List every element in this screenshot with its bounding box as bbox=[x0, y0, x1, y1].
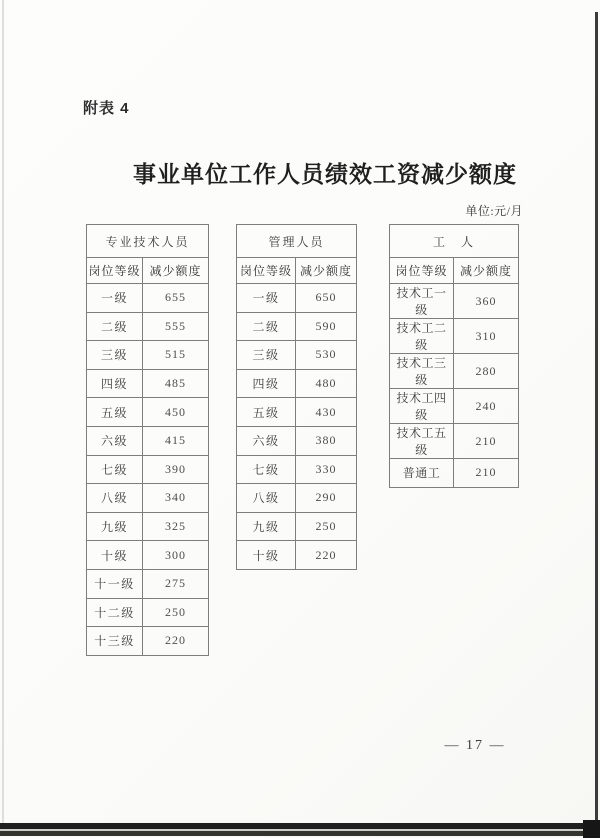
table-row bbox=[390, 284, 519, 319]
amount-cell: 220 bbox=[296, 541, 357, 570]
amount-cell: 250 bbox=[296, 512, 357, 541]
grade-cell: 普通工 bbox=[390, 459, 454, 488]
management-staff-table bbox=[236, 224, 357, 570]
table-row bbox=[87, 512, 209, 541]
table-row bbox=[87, 284, 209, 313]
grade-cell: 四级 bbox=[237, 369, 296, 398]
table-row bbox=[237, 426, 357, 455]
column-header-grade: 岗位等级 bbox=[87, 258, 143, 284]
table-title-row bbox=[87, 225, 209, 258]
grade-cell: 十一级 bbox=[87, 569, 143, 598]
amount-cell: 480 bbox=[296, 369, 357, 398]
amount-cell: 240 bbox=[454, 389, 519, 424]
amount-cell: 280 bbox=[454, 354, 519, 389]
amount-cell: 415 bbox=[143, 426, 209, 455]
amount-cell: 650 bbox=[296, 284, 357, 313]
amount-cell: 310 bbox=[454, 319, 519, 354]
page-title: 事业单位工作人员绩效工资减少额度 bbox=[133, 161, 517, 187]
table-row bbox=[237, 398, 357, 427]
grade-cell: 五级 bbox=[237, 398, 296, 427]
table-row bbox=[87, 312, 209, 341]
scan-corner-blot bbox=[583, 820, 600, 838]
table-row bbox=[87, 598, 209, 627]
amount-cell: 220 bbox=[143, 627, 209, 656]
table-row bbox=[390, 354, 519, 389]
amount-cell: 250 bbox=[143, 598, 209, 627]
unit-note: 单位:元/月 bbox=[465, 204, 523, 218]
column-header-row bbox=[87, 258, 209, 284]
professional-staff-table bbox=[86, 224, 209, 656]
table-row bbox=[390, 459, 519, 488]
table-row bbox=[87, 484, 209, 513]
column-header-amount: 减少额度 bbox=[143, 258, 209, 284]
amount-cell: 655 bbox=[143, 284, 209, 313]
table-row bbox=[237, 341, 357, 370]
grade-cell: 二级 bbox=[87, 312, 143, 341]
grade-cell: 八级 bbox=[237, 484, 296, 513]
scan-bottom-edge-2 bbox=[0, 831, 600, 836]
table-row bbox=[237, 312, 357, 341]
table-title: 管理人员 bbox=[237, 225, 357, 258]
table-title-row bbox=[390, 225, 519, 258]
amount-cell: 210 bbox=[454, 424, 519, 459]
table-row bbox=[87, 369, 209, 398]
amount-cell: 275 bbox=[143, 569, 209, 598]
grade-cell: 十级 bbox=[237, 541, 296, 570]
grade-cell: 十二级 bbox=[87, 598, 143, 627]
grade-cell: 三级 bbox=[237, 341, 296, 370]
table-row bbox=[87, 426, 209, 455]
table-row bbox=[87, 398, 209, 427]
amount-cell: 590 bbox=[296, 312, 357, 341]
table-row bbox=[237, 369, 357, 398]
grade-cell: 八级 bbox=[87, 484, 143, 513]
table-row bbox=[237, 484, 357, 513]
grade-cell: 二级 bbox=[237, 312, 296, 341]
amount-cell: 210 bbox=[454, 459, 519, 488]
table-row bbox=[390, 389, 519, 424]
column-header-grade: 岗位等级 bbox=[390, 258, 454, 284]
grade-cell: 技术工三级 bbox=[390, 354, 454, 389]
amount-cell: 515 bbox=[143, 341, 209, 370]
scan-left-edge bbox=[2, 0, 4, 828]
grade-cell: 三级 bbox=[87, 341, 143, 370]
amount-cell: 430 bbox=[296, 398, 357, 427]
table-row bbox=[87, 455, 209, 484]
grade-cell: 一级 bbox=[237, 284, 296, 313]
amount-cell: 390 bbox=[143, 455, 209, 484]
table-row bbox=[390, 319, 519, 354]
attachment-label: 附表 4 bbox=[83, 100, 130, 117]
table-row bbox=[87, 627, 209, 656]
amount-cell: 380 bbox=[296, 426, 357, 455]
table-row bbox=[87, 541, 209, 570]
column-header-grade: 岗位等级 bbox=[237, 258, 296, 284]
column-header-row bbox=[390, 258, 519, 284]
table-row bbox=[390, 424, 519, 459]
table-row bbox=[237, 512, 357, 541]
amount-cell: 530 bbox=[296, 341, 357, 370]
grade-cell: 四级 bbox=[87, 369, 143, 398]
grade-cell: 六级 bbox=[237, 426, 296, 455]
grade-cell: 九级 bbox=[237, 512, 296, 541]
amount-cell: 340 bbox=[143, 484, 209, 513]
amount-cell: 555 bbox=[143, 312, 209, 341]
table-title: 专业技术人员 bbox=[87, 225, 209, 258]
amount-cell: 300 bbox=[143, 541, 209, 570]
amount-cell: 485 bbox=[143, 369, 209, 398]
amount-cell: 360 bbox=[454, 284, 519, 319]
grade-cell: 十三级 bbox=[87, 627, 143, 656]
amount-cell: 450 bbox=[143, 398, 209, 427]
grade-cell: 一级 bbox=[87, 284, 143, 313]
grade-cell: 九级 bbox=[87, 512, 143, 541]
column-header-amount: 减少额度 bbox=[454, 258, 519, 284]
grade-cell: 七级 bbox=[87, 455, 143, 484]
amount-cell: 290 bbox=[296, 484, 357, 513]
grade-cell: 技术工四级 bbox=[390, 389, 454, 424]
grade-cell: 技术工二级 bbox=[390, 319, 454, 354]
grade-cell: 七级 bbox=[237, 455, 296, 484]
grade-cell: 十级 bbox=[87, 541, 143, 570]
scan-right-edge bbox=[595, 12, 598, 828]
table-row bbox=[237, 284, 357, 313]
workers-table bbox=[389, 224, 519, 488]
column-header-row bbox=[237, 258, 357, 284]
table-row bbox=[237, 541, 357, 570]
table-row bbox=[87, 341, 209, 370]
page-number: — 17 — bbox=[444, 738, 506, 753]
amount-cell: 330 bbox=[296, 455, 357, 484]
table-title-row bbox=[237, 225, 357, 258]
amount-cell: 325 bbox=[143, 512, 209, 541]
grade-cell: 六级 bbox=[87, 426, 143, 455]
grade-cell: 技术工五级 bbox=[390, 424, 454, 459]
table-title: 工 人 bbox=[390, 225, 519, 258]
column-header-amount: 减少额度 bbox=[296, 258, 357, 284]
table-row bbox=[87, 569, 209, 598]
table-row bbox=[237, 455, 357, 484]
grade-cell: 五级 bbox=[87, 398, 143, 427]
grade-cell: 技术工一级 bbox=[390, 284, 454, 319]
